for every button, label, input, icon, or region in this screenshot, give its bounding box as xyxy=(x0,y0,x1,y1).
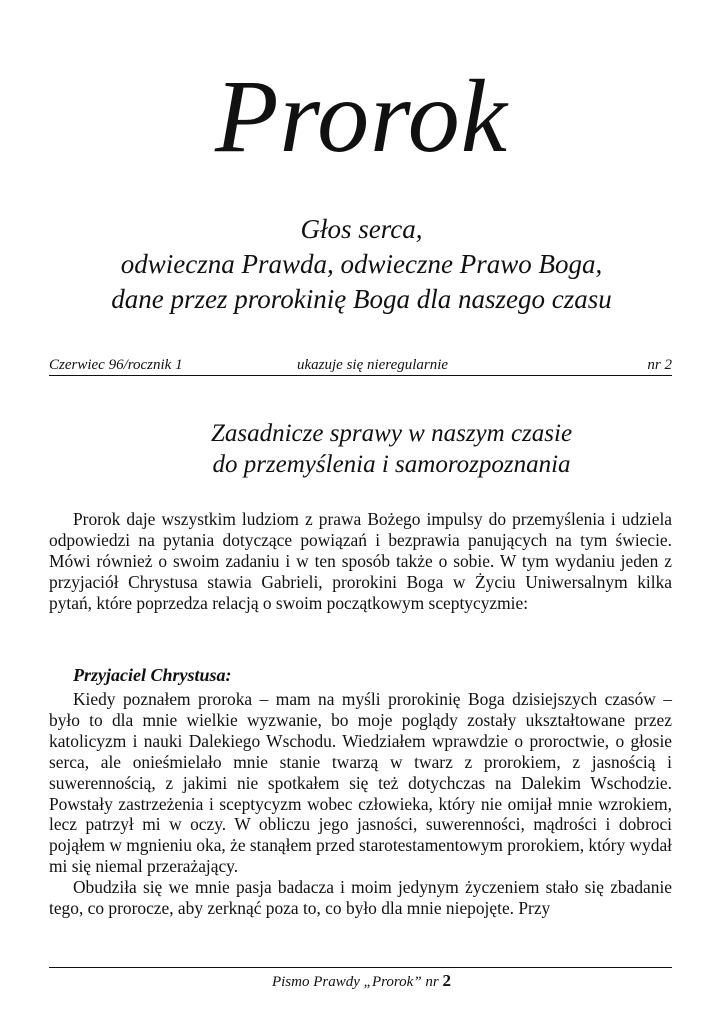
article-heading xyxy=(0,418,723,480)
page-footer xyxy=(0,970,723,993)
footer-divider xyxy=(49,967,672,968)
dialogue-text xyxy=(49,689,672,919)
footer-label: Pismo Prawdy „Prorok” nr xyxy=(271,974,439,990)
subtitle-block xyxy=(0,212,723,317)
issue-info-bar xyxy=(49,357,672,376)
subtitle-line: Głos serca, xyxy=(300,214,423,244)
intro-paragraph xyxy=(49,509,672,614)
heading-line: Zasadnicze sprawy w naszym czasie xyxy=(210,420,573,447)
masthead-title: Prorok xyxy=(215,59,508,174)
issue-frequency: ukazuje się nieregularnie xyxy=(297,357,449,373)
speaker-label: Przyjaciel Chrystusa: xyxy=(73,665,232,685)
issue-number: nr 2 xyxy=(647,357,672,373)
heading-line: do przemyślenia i samorozpoznania xyxy=(212,451,571,478)
body-paragraph: Obudziła się we mnie pasja badacza i moim jedynym życzeniem stało się zbadanie tego, co prorocze, aby zerknąć poza to, co było dla mnie niepojęte. Przy xyxy=(49,877,672,919)
subtitle-line: dane przez prorokinię Boga dla naszego czasu xyxy=(111,284,612,314)
page-number: 2 xyxy=(442,971,452,990)
body-paragraph: Kiedy poznałem proroka – mam na myśli prorokinię Boga dzisiejszych czasów – było to dla mnie wielkie wyzwanie, bo moje poglądy zostały ukształtowane przez katolicyzm i nauki Dalekiego Wschodu. Wiedziałem wprawdzie o proroctwie, o głosie serca, ale onieśmielało mnie stanie twarzą w twarz z prorokiem, z jasnością i suwerennością, z jakimi nie spotkałem się też dotychczas na Dalekim Wschodzie. Powstały zastrzeżenia i sceptycyzm wobec człowieka, który nie omijał mnie wzrokiem, lecz patrzył mi w oczy. W obliczu jego jasności, suwerenności, mądrości i dobroci pojąłem w mgnieniu oka, że stanąłem przed starotestamentowym prorokiem, który wydał mi się niemal przerażający. xyxy=(49,689,672,877)
subtitle-line: odwieczna Prawda, odwieczne Prawo Boga, xyxy=(120,249,603,279)
issue-date: Czerwiec 96/rocznik 1 xyxy=(49,357,183,373)
intro-text: Prorok daje wszystkim ludziom z prawa Bożego impulsy do przemyślenia i udziela odpowiedzi na pytania dotyczące powiązań i bezprawia panujących na tym świecie. Mówi również o swoim zadaniu i w ten sposób także o sobie. W tym wydaniu jeden z przyjaciół Chrystusa stawia Gabrieli, prorokini Boga w Życiu Uniwersalnym kilka pytań, które poprzedza relacją o swoim początkowym sceptycyzmie: xyxy=(49,509,672,613)
